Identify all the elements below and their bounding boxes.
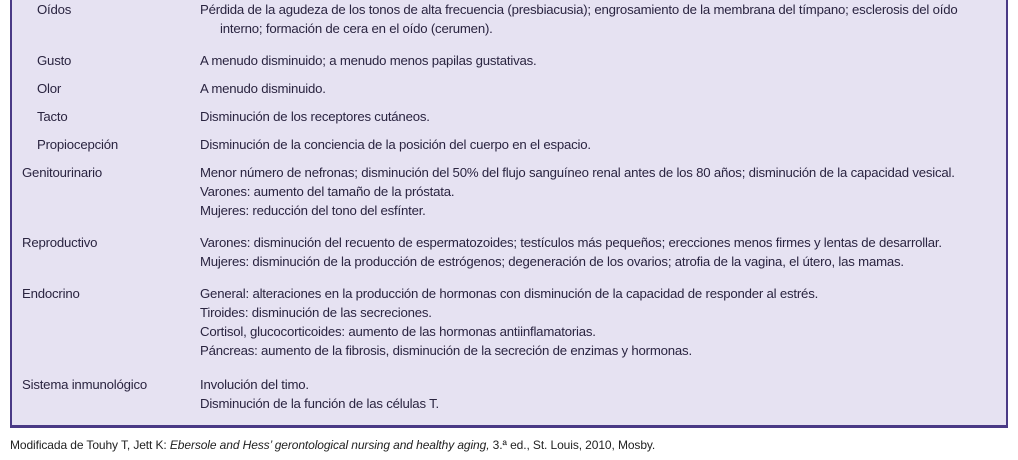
row-term: Propiocepción [37, 137, 118, 152]
caption-book-title: Ebersole and Hess’ gerontological nursing and healthy aging, [169, 438, 490, 452]
row-description [200, 163, 992, 220]
description-line: Varones: disminución del recuento de espermatozoides; testículos más pequeños; erecciones menos firmes y lentas de desarrollar. [200, 235, 942, 250]
description-line: A menudo disminuido; a menudo menos papilas gustativas. [200, 53, 537, 68]
row-term: Olor [37, 81, 62, 96]
row-term: Genitourinario [22, 165, 103, 180]
row-term: Endocrino [22, 286, 80, 301]
description-line: Disminución de los receptores cutáneos. [200, 109, 430, 124]
row-description [200, 135, 992, 154]
description-line: Menor número de nefronas; disminución del 50% del flujo sanguíneo renal antes de los 80 años; disminución de la capacidad vesical. [200, 165, 955, 180]
description-line: Tiroides: disminución de las secreciones. [200, 305, 432, 320]
row-term: Tacto [37, 109, 68, 124]
row-term: Gusto [37, 53, 72, 68]
row-description [200, 284, 992, 360]
row-description [200, 233, 992, 271]
description-line: Disminución de la función de las células T. [200, 396, 439, 411]
description-line: Pérdida de la agudeza de los tonos de alta frecuencia (presbiacusia); engrosamiento de la membrana del tímpano; esclerosis del oído [200, 2, 958, 17]
row-description [200, 375, 992, 413]
description-line: Varones: aumento del tamaño de la próstata. [200, 184, 455, 199]
description-line: Mujeres: disminución de la producción de estrógenos; degeneración de los ovarios; atrofia de la vagina, el útero, las mamas. [200, 254, 904, 269]
description-line: General: alteraciones en la producción de hormonas con disminución de la capacidad de responder al estrés. [200, 286, 819, 301]
table-container [10, 0, 1008, 428]
row-term: Sistema inmunológico [22, 377, 148, 392]
description-line: Disminución de la conciencia de la posición del cuerpo en el espacio. [200, 137, 591, 152]
caption-suffix: 3.ª ed., St. Louis, 2010, Mosby. [489, 438, 656, 452]
row-description [200, 51, 992, 70]
description-line: Involución del timo. [200, 377, 309, 392]
row-description [200, 0, 992, 38]
description-line: Mujeres: reducción del tono del esfínter. [200, 203, 426, 218]
row-description [200, 107, 992, 126]
row-description [200, 79, 992, 98]
description-line: Cortisol, glucocorticoides: aumento de las hormonas antiinflamatorias. [200, 324, 596, 339]
description-line: Páncreas: aumento de la fibrosis, disminución de la secreción de enzimas y hormonas. [200, 343, 692, 358]
row-term: Oídos [37, 2, 72, 17]
source-caption [10, 437, 655, 453]
description-line: interno; formación de cera en el oído (cerumen). [220, 21, 493, 36]
row-term: Reproductivo [22, 235, 98, 250]
caption-prefix: Modificada de Touhy T, Jett K: [10, 438, 170, 452]
description-line: A menudo disminuido. [200, 81, 326, 96]
